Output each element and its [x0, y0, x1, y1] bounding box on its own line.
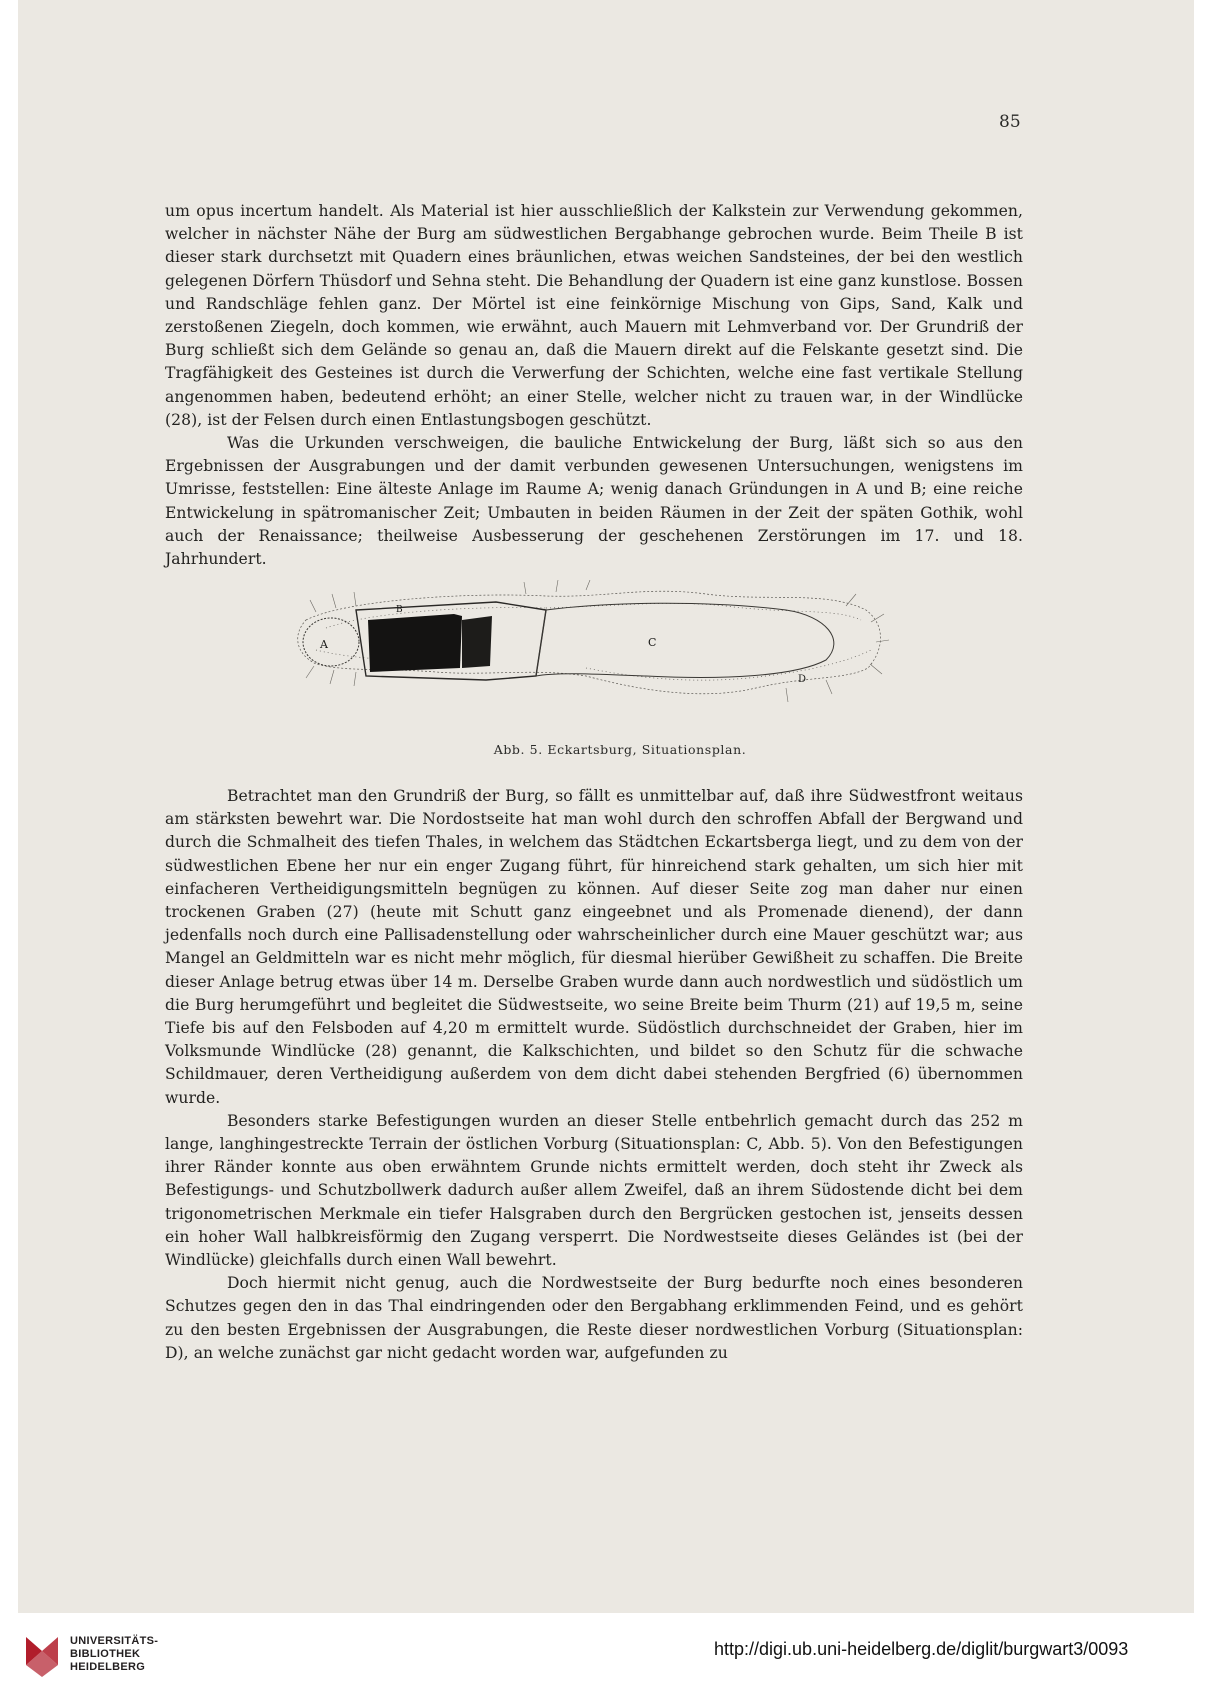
source-url-link[interactable]: http://digi.ub.uni-heidelberg.de/diglit/burgwart3/0093	[714, 1639, 1129, 1659]
label-c: C	[648, 636, 657, 649]
text-block-bottom	[165, 785, 1023, 1365]
site-plan-figure	[286, 580, 892, 742]
label-a: A	[320, 638, 328, 651]
castle-building-a	[462, 616, 492, 668]
page-number: 85	[999, 112, 1021, 132]
library-name-line: UNIVERSITÄTS-	[70, 1635, 159, 1647]
library-name-line: HEIDELBERG	[70, 1661, 146, 1673]
scanned-page	[18, 0, 1194, 1613]
paragraph: Doch hiermit nicht genug, auch die Nordwestseite der Burg bedurfte noch eines besonderen Schutzes gegen den in das Thal eindringenden oder den Bergabhang erklimmenden Feind, und es gehört zu den besten Ergebnissen der Ausgrabungen, die Reste dieser nordwestlichen Vorburg (Situationsplan: D), an welche zunächst gar nicht gedacht worden war, aufgefunden zu	[165, 1274, 1023, 1362]
text-block-top	[165, 200, 1023, 571]
vorburg-outline	[536, 603, 834, 677]
library-name	[70, 1635, 158, 1674]
paragraph: Besonders starke Befestigungen wurden an dieser Stelle entbehrlich gemacht durch das 252 m lange, langhingestreckte Terrain der östlichen Vorburg (Situationsplan: C, Abb. 5). Von den Befestigungen ihrer Ränder konnte aus oben erwähntem Grunde nichts ermittelt werden, doch steht ihr Zweck als Befestigungs- und Schutzbollwerk dadurch außer allem Zweifel, daß an ihrem Südostende dicht bei dem trigonometrischen Merkmale ein tiefer Halsgraben durch den Bergrücken gestochen ist, jenseits dessen ein hoher Wall halbkreisförmig den Zugang versperrt. Die Nordwestseite dieses Geländes ist (bei der Windlücke) gleichfalls durch einen Wall bewehrt.	[165, 1111, 1023, 1270]
label-d: D	[798, 674, 807, 685]
area-a-outline	[303, 618, 359, 666]
castle-building-b	[368, 614, 462, 672]
university-library-logo-icon	[22, 1633, 62, 1679]
library-name-line: BIBLIOTHEK	[70, 1648, 141, 1660]
paragraph: um opus incertum handelt. Als Material ist hier ausschließlich der Kalkstein zur Verwendung gekommen, welcher in nächster Nähe der Burg am südwestlichen Bergabhange gebrochen wurde. Beim Theile B ist dieser stark durchsetzt mit Quadern eines bräunlichen, etwas weichen Sandsteines, der bei den westlich gelegenen Dörfern Thüsdorf und Sehna steht. Die Behandlung der Quadern ist eine ganz kunstlose. Bossen und Randschläge fehlen ganz. Der Mörtel ist eine feinkörnige Mischung von Gips, Sand, Kalk und zerstoßenen Ziegeln, doch kommen, wie erwähnt, auch Mauern mit Lehmverband vor. Der Grundriß der Burg schließt sich dem Gelände so genau an, daß die Mauern direkt auf die Felskante gesetzt sind. Die Tragfähigkeit des Gesteines ist durch die Verwerfung der Schichten, welche eine fast vertikale Stellung angenommen haben, bedeutend erhöht; an einer Stelle, welcher nicht zu trauen war, in der Windlücke (28), ist der Felsen durch einen Entlastungsbogen geschützt.	[165, 202, 1023, 429]
figure-caption: Abb. 5. Eckartsburg, Situationsplan.	[493, 742, 747, 757]
label-b: B	[396, 605, 403, 615]
paragraph: Betrachtet man den Grundriß der Burg, so fällt es unmittelbar auf, daß ihre Südwestfront weitaus am stärksten bewehrt war. Die Nordostseite hat man wohl durch den schroffen Abfall der Bergwand und durch die Schmalheit des tiefen Thales, in welchem das Städtchen Eckartsberga liegt, und zu dem von der südwestlichen Ebene her nur ein enger Zugang führt, für hinreichend stark gehalten, um sich hier mit einfacheren Vertheidigungsmitteln begnügen zu können. Auf dieser Seite zog man daher nur einen trockenen Graben (27) (heute mit Schutt ganz eingeebnet und als Promenade dienend), der dann jedenfalls noch durch eine Pallisadenstellung oder wahrscheinlicher durch eine Mauer geschützt war; aus Mangel an Geldmitteln war es nicht mehr möglich, für diesmal hierüber Gewißheit zu schaffen. Die Breite dieser Anlage betrug etwas über 14 m. Derselbe Graben wurde dann auch nordwestlich und südöstlich um die Burg herumgeführt und begleitet die Südwestseite, wo seine Breite beim Thurm (21) auf 19,5 m, seine Tiefe bis auf den Felsboden auf 4,20 m ermittelt wurde. Südöstlich durchschneidet der Graben, hier im Volksmunde Windlücke (28) genannt, die Kalkschichten, und bildet so den Schutz für die schwache Schildmauer, deren Vertheidigung außerdem von dem dicht dabei stehenden Bergfried (6) übernommen wurde.	[165, 787, 1023, 1107]
paragraph: Was die Urkunden verschweigen, die bauliche Entwickelung der Burg, läßt sich so aus den Ergebnissen der Ausgrabungen und der damit verbunden gewesenen Untersuchungen, wenigstens im Umrisse, feststellen: Eine älteste Anlage im Raume A; wenig danach Gründungen in A und B; eine reiche Entwickelung in spätromanischer Zeit; Umbauten in beiden Räumen in der Zeit der späten Gothik, wohl auch der Renaissance; theilweise Ausbesserung der geschehenen Zerstörungen im 17. und 18. Jahrhundert.	[165, 434, 1023, 569]
footer-bar	[0, 1613, 1212, 1703]
